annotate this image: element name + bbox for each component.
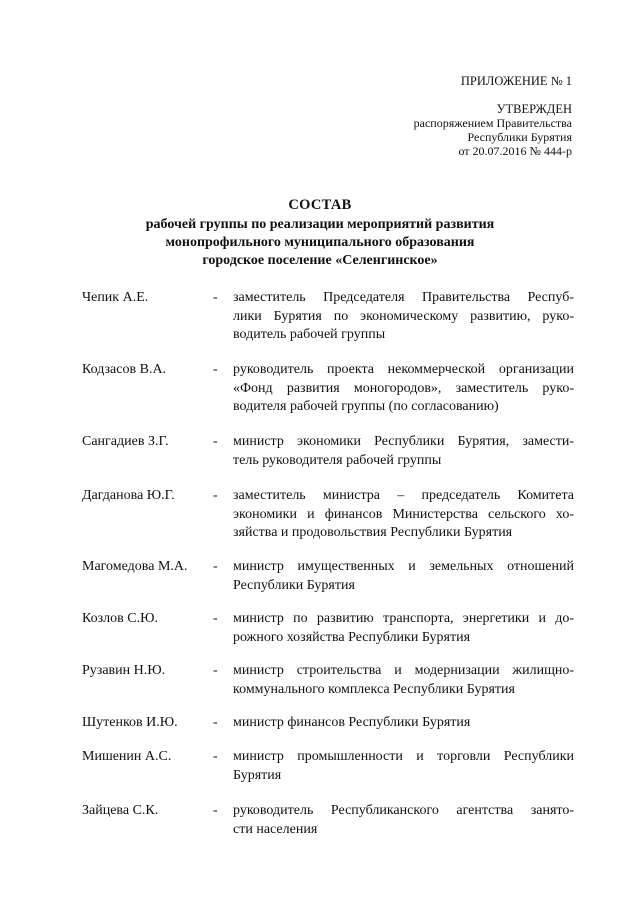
member-name: Рузавин Н.Ю.	[82, 663, 166, 678]
member-role-line: рожного хозяйства Республики Бурятия	[233, 629, 471, 645]
member-role-line: зяйства и продовольствия Республики Бурятия	[233, 525, 513, 540]
member-role-line: «Фонд развития моногородов», заместитель руко-	[233, 380, 574, 396]
member-role	[233, 433, 574, 470]
member-role	[233, 610, 574, 647]
member-role-line: министр экономики Республики Бурятия, замести-	[233, 434, 574, 449]
member-role-line: руководитель проекта некоммерческой организации	[233, 362, 574, 377]
member-dash: -	[213, 611, 218, 626]
member-role-line: тель руководителя рабочей группы	[233, 452, 442, 468]
member-role-line: Бурятия	[233, 767, 282, 783]
member-role-line: министр имущественных и земельных отношений	[233, 559, 574, 574]
member-dash: -	[213, 290, 218, 305]
member-role	[233, 714, 574, 733]
member-role-line: коммунального комплекса Республики Бурятия	[233, 681, 515, 697]
member-name: Козлов С.Ю.	[82, 611, 158, 626]
member-role-line: министр промышленности и торговли Республики	[233, 749, 574, 764]
member-role	[233, 487, 574, 543]
approval-line-2: Республики Бурятия	[467, 130, 572, 144]
member-dash: -	[213, 488, 218, 503]
member-role	[233, 802, 574, 839]
approval-line-3: от 20.07.2016 № 444-р	[458, 144, 572, 158]
title-line-1: рабочей группы по реализации мероприятий развития	[145, 217, 495, 232]
member-name: Кодзасов В.А.	[82, 362, 167, 377]
member-name: Дагданова Ю.Г.	[82, 488, 175, 503]
member-name: Магомедова М.А.	[82, 559, 188, 574]
member-name: Шутенков И.Ю.	[82, 715, 178, 730]
member-dash: -	[213, 749, 218, 764]
appendix-number: ПРИЛОЖЕНИЕ № 1	[460, 74, 572, 88]
member-dash: -	[213, 663, 218, 678]
member-role	[233, 662, 574, 699]
title-line-3: городское поселение «Селенгинское»	[202, 253, 438, 268]
member-role	[233, 748, 574, 785]
member-role-line: водитель рабочей группы	[233, 327, 386, 342]
title-line-2: монопрофильного муниципального образования	[165, 235, 475, 250]
approved-label: УТВЕРЖДЕН	[496, 102, 572, 116]
member-role-line: лики Бурятия по экономическому развитию, руко-	[233, 308, 574, 324]
member-name: Зайцева С.К.	[82, 803, 159, 818]
title-main: СОСТАВ	[288, 197, 352, 213]
member-role-line: Республики Бурятия	[233, 577, 355, 593]
member-name: Чепик А.Е.	[82, 290, 149, 305]
member-role-line: министр финансов Республики Бурятия	[233, 715, 471, 730]
member-dash: -	[213, 559, 218, 574]
member-role-line: сти населения	[233, 821, 318, 837]
member-role-line: заместитель министра – председатель Комитета	[233, 488, 574, 503]
member-role-line: руководитель Республиканского агентства занято-	[233, 803, 574, 818]
member-name: Мишенин А.С.	[82, 749, 172, 764]
member-dash: -	[213, 362, 218, 377]
member-role-line: министр по развитию транспорта, энергетики и до-	[233, 611, 574, 626]
member-role	[233, 361, 574, 417]
member-role-line: министр строительства и модернизации жилищно-	[233, 663, 574, 678]
member-dash: -	[213, 434, 218, 449]
document-title	[0, 196, 640, 270]
member-role	[233, 289, 574, 345]
approval-line-1: распоряжением Правительства	[413, 116, 572, 130]
member-dash: -	[213, 715, 218, 730]
member-role-line: экономики и финансов Министерства сельского хо-	[233, 506, 574, 522]
member-role	[233, 558, 574, 595]
member-dash: -	[213, 803, 218, 818]
member-name: Сангадиев З.Г.	[82, 434, 169, 449]
member-role-line: заместитель Председателя Правительства Респуб-	[233, 290, 574, 305]
approval-header	[414, 74, 572, 158]
member-role-line: водителя рабочей группы (по согласованию)	[233, 399, 499, 414]
